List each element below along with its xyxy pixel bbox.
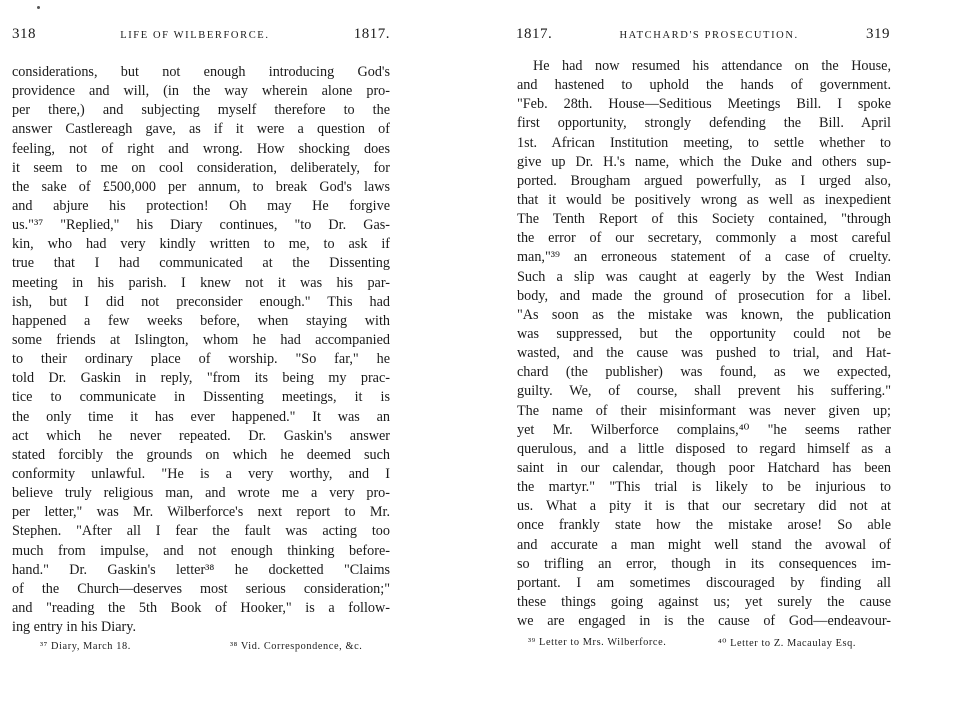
text-line: and abjure his protection! Oh may He forgive [12,197,390,214]
text-line: considerations, but not enough introducing God's [12,64,390,80]
text-line: 1st. African Institution meeting, to settle whether to [517,134,891,151]
text-line: meeting in his parish. I knew not it was his par- [12,274,390,291]
right-page [490,0,980,705]
left-footnotes [40,641,380,652]
text-line: give up Dr. H.'s name, which the Duke and others sup- [517,153,891,170]
text-line: so trifling an error, though in its consequences im- [517,555,891,572]
text-line: guilty. We, of course, shall prevent his suffering." [517,383,891,400]
text-line: once frankly state how the mistake arose! So able [517,517,891,534]
text-line: providence and will, (in the way wherein alone pro- [12,83,390,100]
text-line: wasted, and the cause was pushed to trial, and Hat- [517,345,891,362]
text-line: per there,) and subjecting myself therefore to the [12,102,390,119]
text-line: believe truly religious man, and wrote me a very pro- [12,485,390,502]
text-line: it seem to me on cool consideration, deliberately, for [12,159,390,176]
text-line: querulous, and a little disposed to regard himself as a [517,440,891,457]
text-line: He had now resumed his attendance on the House, [533,58,891,74]
text-line: the sake of £500,000 per annum, to break God's laws [12,178,390,195]
right-body-text [517,57,891,631]
text-line: and hastened to uphold the hands of government. [517,77,891,94]
right-page-number: 319 [865,26,890,42]
text-line: was suppressed, but the opportunity could not be [517,325,891,342]
text-line: we are engaged in is the cause of God—endeavour- [517,613,891,630]
text-line: kin, who had very kindly written to me, to ask if [12,236,390,253]
footnote-37: ³⁷ Diary, March 18. [40,641,131,652]
text-line: Stephen. "After all I fear the fault was acting too [12,523,390,540]
left-body-text [12,63,390,637]
text-line: to their ordinary place of worship. "So far," he [12,351,390,368]
text-line: happened a few weeks before, when staying with [12,312,390,329]
right-year: 1817. [516,26,553,42]
text-line: ish, but I did not preconsider enough." This had [12,293,390,310]
text-line: man,"³⁹ an erroneous statement of a case of cruelty. [517,249,891,266]
text-line: answer Castlereagh gave, as if it were a question of [12,121,390,138]
text-line: first opportunity, strongly defending the Bill. April [517,115,891,132]
right-footnotes [528,637,888,649]
text-line: told Dr. Gaskin in reply, "from its being my prac- [12,370,390,387]
text-line: tice to communicate in Dissenting meetings, it is [12,389,390,406]
footnote-40: ⁴⁰ Letter to Z. Macaulay Esq. [718,638,857,649]
footnote-39: ³⁹ Letter to Mrs. Wilberforce. [528,637,667,648]
right-running-title: HATCHARD'S PROSECUTION. [619,30,799,41]
text-line: and "reading the 5th Book of Hooker," is a follow- [12,599,390,616]
text-line: ported. Brougham argued powerfully, as I urged also, [517,172,891,189]
text-line: act which he never repeated. Dr. Gaskin's answer [12,427,390,444]
left-running-title: LIFE OF WILBERFORCE. [120,30,270,41]
left-page-number: 318 [12,26,36,42]
text-line: saint in our calendar, though poor Hatchard has been [517,459,891,476]
text-line: and accurate a man might well stand the avowal of [517,536,891,553]
text-line: us."³⁷ "Replied," his Diary continues, "to Dr. Gas- [12,217,390,234]
text-line: portant. I am sometimes discouraged by finding all [517,574,891,591]
text-line: chard (the publisher) was found, as we expected, [517,364,891,381]
text-line: the only time it has ever happened." It was an [12,408,390,425]
text-line: feeling, not of right and wrong. How shocking does [12,140,390,157]
footnote-38: ³⁸ Vid. Correspondence, &c. [230,641,363,652]
text-line: The name of their misinformant was never given up; [517,402,891,419]
text-line: "Feb. 28th. House—Seditious Meetings Bill. I spoke [517,96,891,113]
text-line: that it would be positively wrong as well as inexpedient [517,191,891,208]
text-line: ing entry in his Diary. [12,619,136,636]
text-line: The Tenth Report of this Society contained, "through [517,211,891,228]
text-line: "As soon as the mistake was known, the publication [517,306,891,323]
text-line: these things going against us; yet surely the cause [517,593,891,610]
text-line: stated forcibly the grounds on which he deemed such [12,446,390,463]
text-line: much from impulse, and not enough thinking before- [12,542,390,559]
right-running-head [516,26,890,46]
text-line: per letter," was Mr. Wilberforce's next report to Mr. [12,504,390,521]
text-line: some friends at Islington, whom he had accompanied [12,331,390,348]
text-line: Such a slip was caught at eagerly by the West Indian [517,268,891,285]
text-line: the martyr." "This trial is likely to be injurious to [517,479,891,496]
text-line: the error of our secretary, commonly a most careful [517,230,891,247]
text-line: conformity unlawful. "He is a very worthy, and I [12,465,390,482]
text-line: hand." Dr. Gaskin's letter³⁸ he docketted "Claims [12,561,390,578]
text-line: body, and made the ground of prosecution for a libel. [517,287,891,304]
left-running-head [12,26,390,46]
text-line: true that I had communicated at the Dissenting [12,255,390,272]
text-line: yet Mr. Wilberforce complains,⁴⁰ "he seems rather [517,421,891,438]
text-line: us. What a pity it is that our secretary did not at [517,498,891,515]
left-year: 1817. [353,26,390,42]
text-line: of the Church—deserves most serious consideration;" [12,580,390,597]
